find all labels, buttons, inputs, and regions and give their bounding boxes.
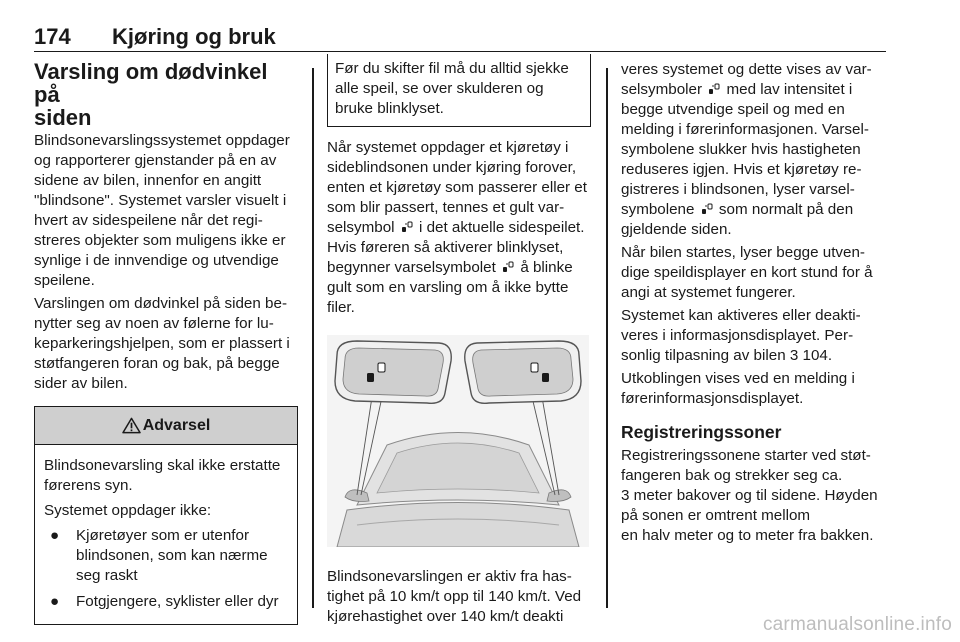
page-header — [34, 24, 886, 52]
deactivation-paragraph: veres systemet og dette vises av varselsymboler med lav intensitet i begge utvendige speil og med en melding i førerinformasjonen. Varselsymbolene slukker hvis hastigheten reduseres igjen. Hvis et kjøretøy registreres i blindsonen, lyser varselsymbolene som normalt på den gjeldende siden. — [621, 61, 872, 238]
column-3 — [621, 60, 887, 547]
blind-spot-warning-icon — [708, 83, 720, 95]
sensor-paragraph: Varslingen om dødvinkel på siden benytter seg av noen av følerne for lukeparkeringshjelpen, som er plassert i støtfangeren foran og bak, på begge sider av bilen. — [34, 295, 290, 392]
intro-paragraph: Blindsonevarslingssystemet oppdager og rapporterer gjenstander på en av sidene av bilen, innenfor en angitt "blindsone". Systemet varsler visuelt i hvert av sidespeilene når det registreres objekter som muligens ikke er synlige i de innvendige og utvendige speilene. — [34, 132, 290, 289]
warning-bullet-list — [44, 526, 288, 612]
warning-text: Blindsonevarsling skal ikke erstatte førerens syn. — [44, 457, 281, 494]
column-1 — [34, 60, 298, 625]
warning-triangle-icon — [122, 417, 141, 434]
warning-text: Systemet oppdager ikke: — [44, 502, 212, 519]
speed-range-paragraph: Blindsonevarslingen er aktiv fra hastighet på 10 km/t opp til 140 km/t. Ved kjørehastighet over 140 km/t deakti — [327, 568, 582, 625]
disable-paragraph: Utkoblingen vises ved en melding i førerinformasjonsdisplayet. — [621, 370, 855, 407]
chapter-title: Kjøring og bruk — [112, 24, 276, 49]
detection-paragraph: Når systemet oppdager et kjøretøy i sideblindsonen under kjøring forover, enten et kjøretøy som passerer eller et som blir passert, tennes et gult varselsymbol i det aktuelle sidespeilet. Hvis føreren så aktiverer blinklyset, begynner varselsymbolet å blinke gult som en varsling om å ikke bytte filer. — [327, 139, 587, 316]
zone-paragraph: Registreringssonene starter ved støtfangeren bak og strekker seg ca. 3 meter bakover og til sidene. Høyden på sonen er omtrent mellom en halv meter og to meter fra bakken. — [621, 447, 878, 544]
subsection-title: Registreringssoner — [621, 422, 782, 442]
list-item: ● Kjøretøyer som er utenfor blindsonen, som kan nærme seg raskt — [50, 527, 268, 584]
note-box — [327, 54, 591, 127]
page-number: 174 — [34, 24, 71, 49]
section-title: Varsling om dødvinkel på siden — [34, 59, 268, 130]
column-2 — [327, 60, 591, 630]
settings-paragraph: Systemet kan aktiveres eller deaktiveres i informasjonsdisplayet. Personlig tilpasning av bilen 3 104. — [621, 307, 861, 364]
bullet-icon: ● — [50, 593, 60, 610]
page-reference-link[interactable]: 3 104. — [789, 347, 833, 364]
warning-box — [34, 406, 298, 625]
left-mirror-glass — [343, 348, 443, 396]
list-item: ● Fotgjengere, syklister eller dyr — [50, 593, 279, 610]
warning-title: Advarsel — [142, 416, 211, 434]
warning-body — [35, 445, 297, 624]
car-body — [337, 503, 579, 548]
column-divider-2 — [606, 68, 608, 608]
blind-spot-warning-icon — [401, 221, 413, 233]
blind-spot-warning-icon — [701, 203, 713, 215]
column-divider-1 — [312, 68, 314, 608]
bullet-icon: ● — [50, 527, 60, 544]
warning-header — [35, 407, 297, 445]
blind-spot-mirror-illustration — [327, 335, 589, 547]
blind-spot-warning-icon — [502, 261, 514, 273]
note-text: Før du skifter fil må du alltid sjekke alle speil, se over skulderen og bruke blinklyset. — [335, 60, 569, 117]
right-mirror-glass — [473, 348, 573, 396]
startup-paragraph: Når bilen startes, lyser begge utvendige speildisplayer en kort stund for å angi at systemet fungerer. — [621, 244, 873, 301]
watermark: carmanualsonline.info — [762, 614, 952, 635]
